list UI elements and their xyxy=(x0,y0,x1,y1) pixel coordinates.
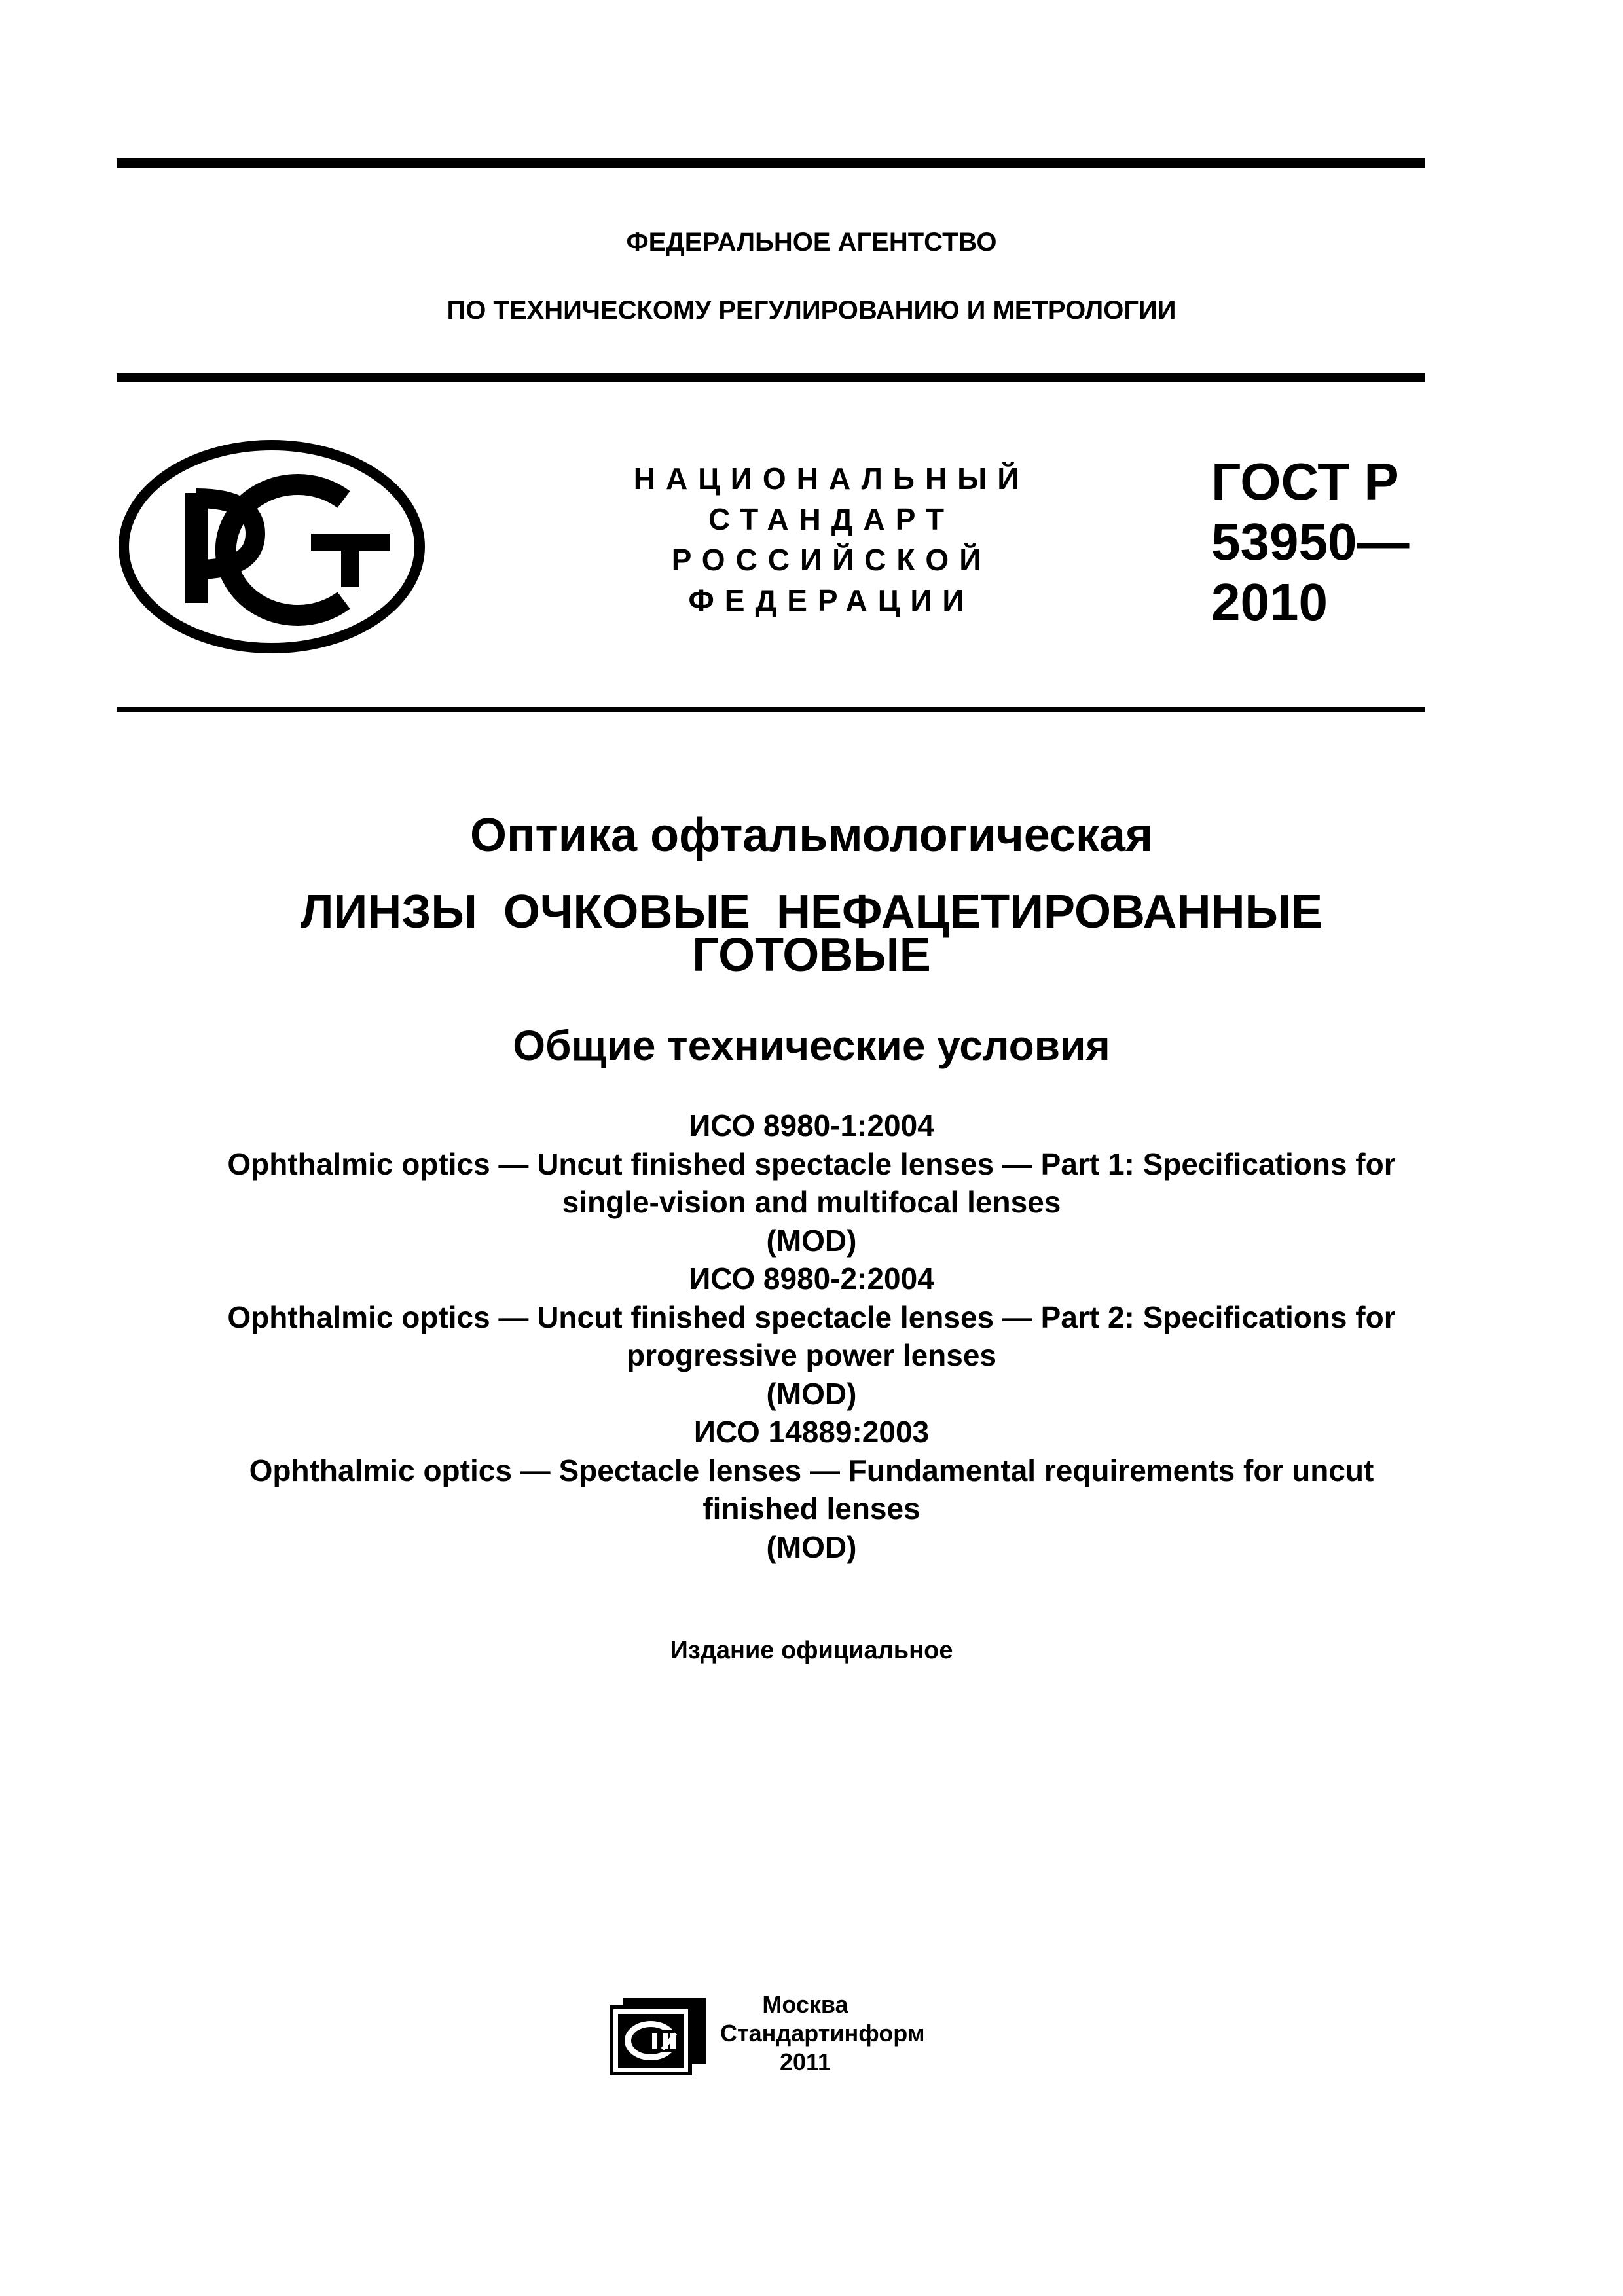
publisher-info xyxy=(720,1990,925,2077)
header-rule xyxy=(117,373,1425,382)
standartinform-logo-icon xyxy=(609,1997,707,2079)
publication-year: 2011 xyxy=(779,2049,831,2075)
designation-rule xyxy=(117,707,1425,712)
reference-line: (MOD) xyxy=(766,1529,857,1564)
national-standard-label xyxy=(563,458,1100,621)
national-standard-line: РОССИЙСКОЙ xyxy=(671,543,992,577)
agency-name-line1: ФЕДЕРАЛЬНОЕ АГЕНТСТВО xyxy=(626,228,997,257)
edition-label: Издание официальное xyxy=(670,1637,953,1664)
document-title-line2: ГОТОВЫЕ xyxy=(692,929,931,981)
document-subtitle: Общие технические условия xyxy=(513,1022,1110,1069)
document-category: Оптика офтальмологическая xyxy=(470,809,1153,862)
reference-line: Ophthalmic optics — Spectacle lenses — Fundamental requirements for uncut xyxy=(249,1453,1374,1487)
reference-line: ИСО 14889:2003 xyxy=(693,1415,930,1449)
designation-line: ГОСТ Р xyxy=(1211,452,1399,511)
reference-line: Ophthalmic optics — Uncut finished spectacle lenses — Part 2: Specifications for xyxy=(227,1300,1396,1334)
top-rule xyxy=(117,158,1425,168)
reference-line: progressive power lenses xyxy=(626,1338,997,1372)
document-title-line1: ЛИНЗЫ ОЧКОВЫЕ НЕФАЦЕТИРОВАННЫЕ xyxy=(301,886,1322,938)
reference-line: ИСО 8980-2:2004 xyxy=(689,1262,934,1296)
designation-line: 53950— xyxy=(1211,513,1410,571)
document-title xyxy=(0,886,1623,981)
rst-certification-mark-icon xyxy=(115,435,429,661)
publisher-name: Стандартинформ xyxy=(720,2020,925,2047)
reference-line: (MOD) xyxy=(766,1376,857,1411)
reference-line: single-vision and multifocal lenses xyxy=(562,1185,1061,1219)
national-standard-line: СТАНДАРТ xyxy=(708,502,955,536)
reference-line: ИСО 8980-1:2004 xyxy=(689,1108,934,1142)
national-standard-line: НАЦИОНАЛЬНЫЙ xyxy=(633,462,1030,496)
reference-line: (MOD) xyxy=(766,1223,857,1258)
designation-line: 2010 xyxy=(1211,573,1328,631)
agency-name-line2: ПО ТЕХНИЧЕСКОМУ РЕГУЛИРОВАНИЮ И МЕТРОЛОГИИ xyxy=(447,296,1176,325)
international-references xyxy=(0,1106,1623,1566)
reference-line: Ophthalmic optics — Uncut finished spectacle lenses — Part 1: Specifications for xyxy=(227,1146,1396,1181)
national-standard-line: ФЕДЕРАЦИИ xyxy=(688,583,975,617)
standard-designation xyxy=(1211,452,1409,632)
publisher-city: Москва xyxy=(762,1991,848,2018)
reference-line: finished lenses xyxy=(702,1491,921,1525)
